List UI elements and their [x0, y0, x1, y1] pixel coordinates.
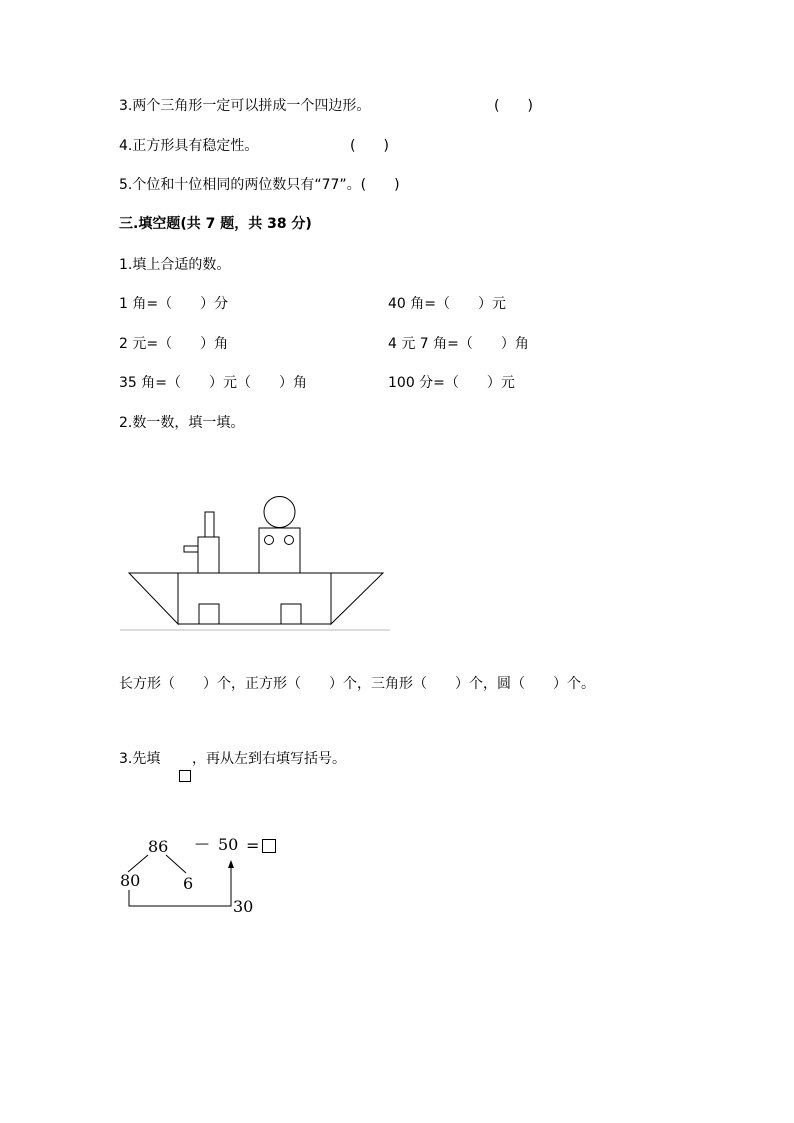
expr-minus: — — [195, 836, 209, 852]
split-part-ones: 6 — [183, 874, 194, 893]
fill-1-item[interactable]: 40 角=（ ）元 — [388, 296, 506, 312]
question-4-answer-paren[interactable]: ( ) — [350, 138, 389, 154]
fill-1-title: 1.填上合适的数。 — [119, 257, 231, 273]
fill-1-item[interactable]: 2 元=（ ）角 — [119, 336, 229, 352]
fill-1-item[interactable]: 100 分=（ ）元 — [388, 375, 515, 391]
fill-2-answer-line[interactable]: 长方形（ ）个，正方形（ ）个，三角形（ ）个，圆（ ）个。 — [119, 676, 595, 692]
split-part-tens: 80 — [120, 871, 141, 890]
question-3-text: 3.两个三角形一定可以拼成一个四边形。 — [119, 98, 371, 114]
branch-left — [128, 855, 148, 872]
connector-line — [129, 866, 231, 906]
question-4-text: 4.正方形具有稳定性。 — [119, 138, 259, 154]
fill-2-title: 2.数一数，填一填。 — [119, 415, 245, 431]
fill-1-item[interactable]: 35 角=（ ）元（ ）角 — [119, 375, 307, 391]
expr-subtrahend: 50 — [218, 835, 239, 854]
section-3-title: 三.填空题(共 7 题，共 38 分) — [119, 216, 312, 232]
fill-1-item[interactable]: 4 元 7 角=（ ）角 — [388, 336, 529, 352]
fill-1-item[interactable]: 1 角=（ ）分 — [119, 296, 229, 312]
arrow-head — [228, 860, 234, 868]
fill-3-title-part1: 3.先填 — [119, 751, 161, 767]
expr-minuend: 86 — [148, 837, 169, 856]
partial-result: 30 — [233, 897, 254, 916]
question-5-text: 5.个位和十位相同的两位数只有“77”。( ) — [119, 177, 400, 193]
branch-right — [166, 855, 186, 873]
expr-equals: = — [246, 836, 260, 855]
question-3-answer-paren[interactable]: ( ) — [494, 98, 533, 114]
fill-3-title-part2: ，再从左到右填写括号。 — [192, 751, 346, 767]
